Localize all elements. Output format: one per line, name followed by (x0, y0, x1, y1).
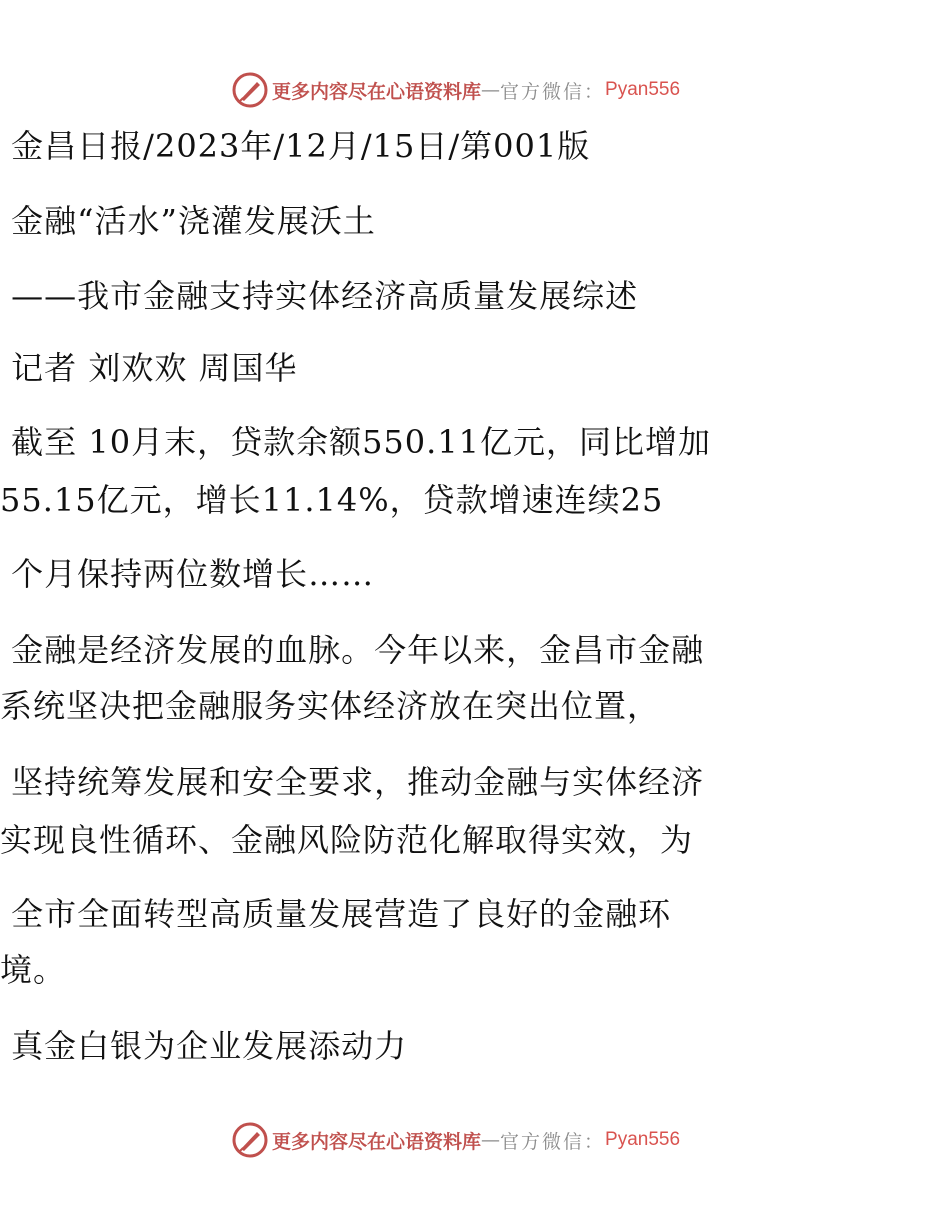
watermark-wechat-id: Pyan556 (605, 1129, 681, 1150)
watermark-bottom (232, 1122, 680, 1158)
watermark-text: 更多内容尽在心语资料库 (272, 1130, 482, 1153)
dateline: 金昌日报/2023年/12月/15日/第001版 (0, 127, 591, 165)
watermark-top (232, 72, 680, 108)
byline: 记者 刘欢欢 周国华 (0, 349, 298, 387)
quill-logo-icon (232, 72, 268, 108)
watermark-wechat-id: Pyan556 (605, 79, 681, 100)
lead-line: 个月保持两位数增长…… (0, 555, 375, 593)
body-line: 全市全面转型高质量发展营造了良好的金融环 (0, 895, 672, 933)
article-subtitle: ——我市金融支持实体经济高质量发展综述 (0, 277, 639, 315)
section-heading: 真金白银为企业发展添动力 (0, 1027, 408, 1065)
body-line: 坚持统筹发展和安全要求，推动金融与实体经济 (0, 763, 705, 801)
watermark-dash: — (481, 1129, 501, 1151)
article-title: 金融“活水”浇灌发展沃土 (0, 202, 376, 240)
watermark-label: 官方微信： (500, 1130, 606, 1153)
body-line: 系统坚决把金融服务实体经济放在突出位置， (0, 687, 661, 725)
lead-line: 55.15亿元，增长11.14%，贷款增速连续25 (0, 481, 664, 519)
lead-line: 截至 10月末，贷款余额550.11亿元，同比增加 (0, 423, 712, 461)
watermark-label: 官方微信： (500, 80, 606, 103)
body-line: 实现良性循环、金融风险防范化解取得实效，为 (0, 821, 694, 859)
watermark-dash: — (481, 79, 501, 101)
body-line: 境。 (0, 951, 67, 989)
body-line: 金融是经济发展的血脉。今年以来，金昌市金融 (0, 631, 705, 669)
watermark-text: 更多内容尽在心语资料库 (272, 80, 482, 103)
quill-logo-icon (232, 1122, 268, 1158)
